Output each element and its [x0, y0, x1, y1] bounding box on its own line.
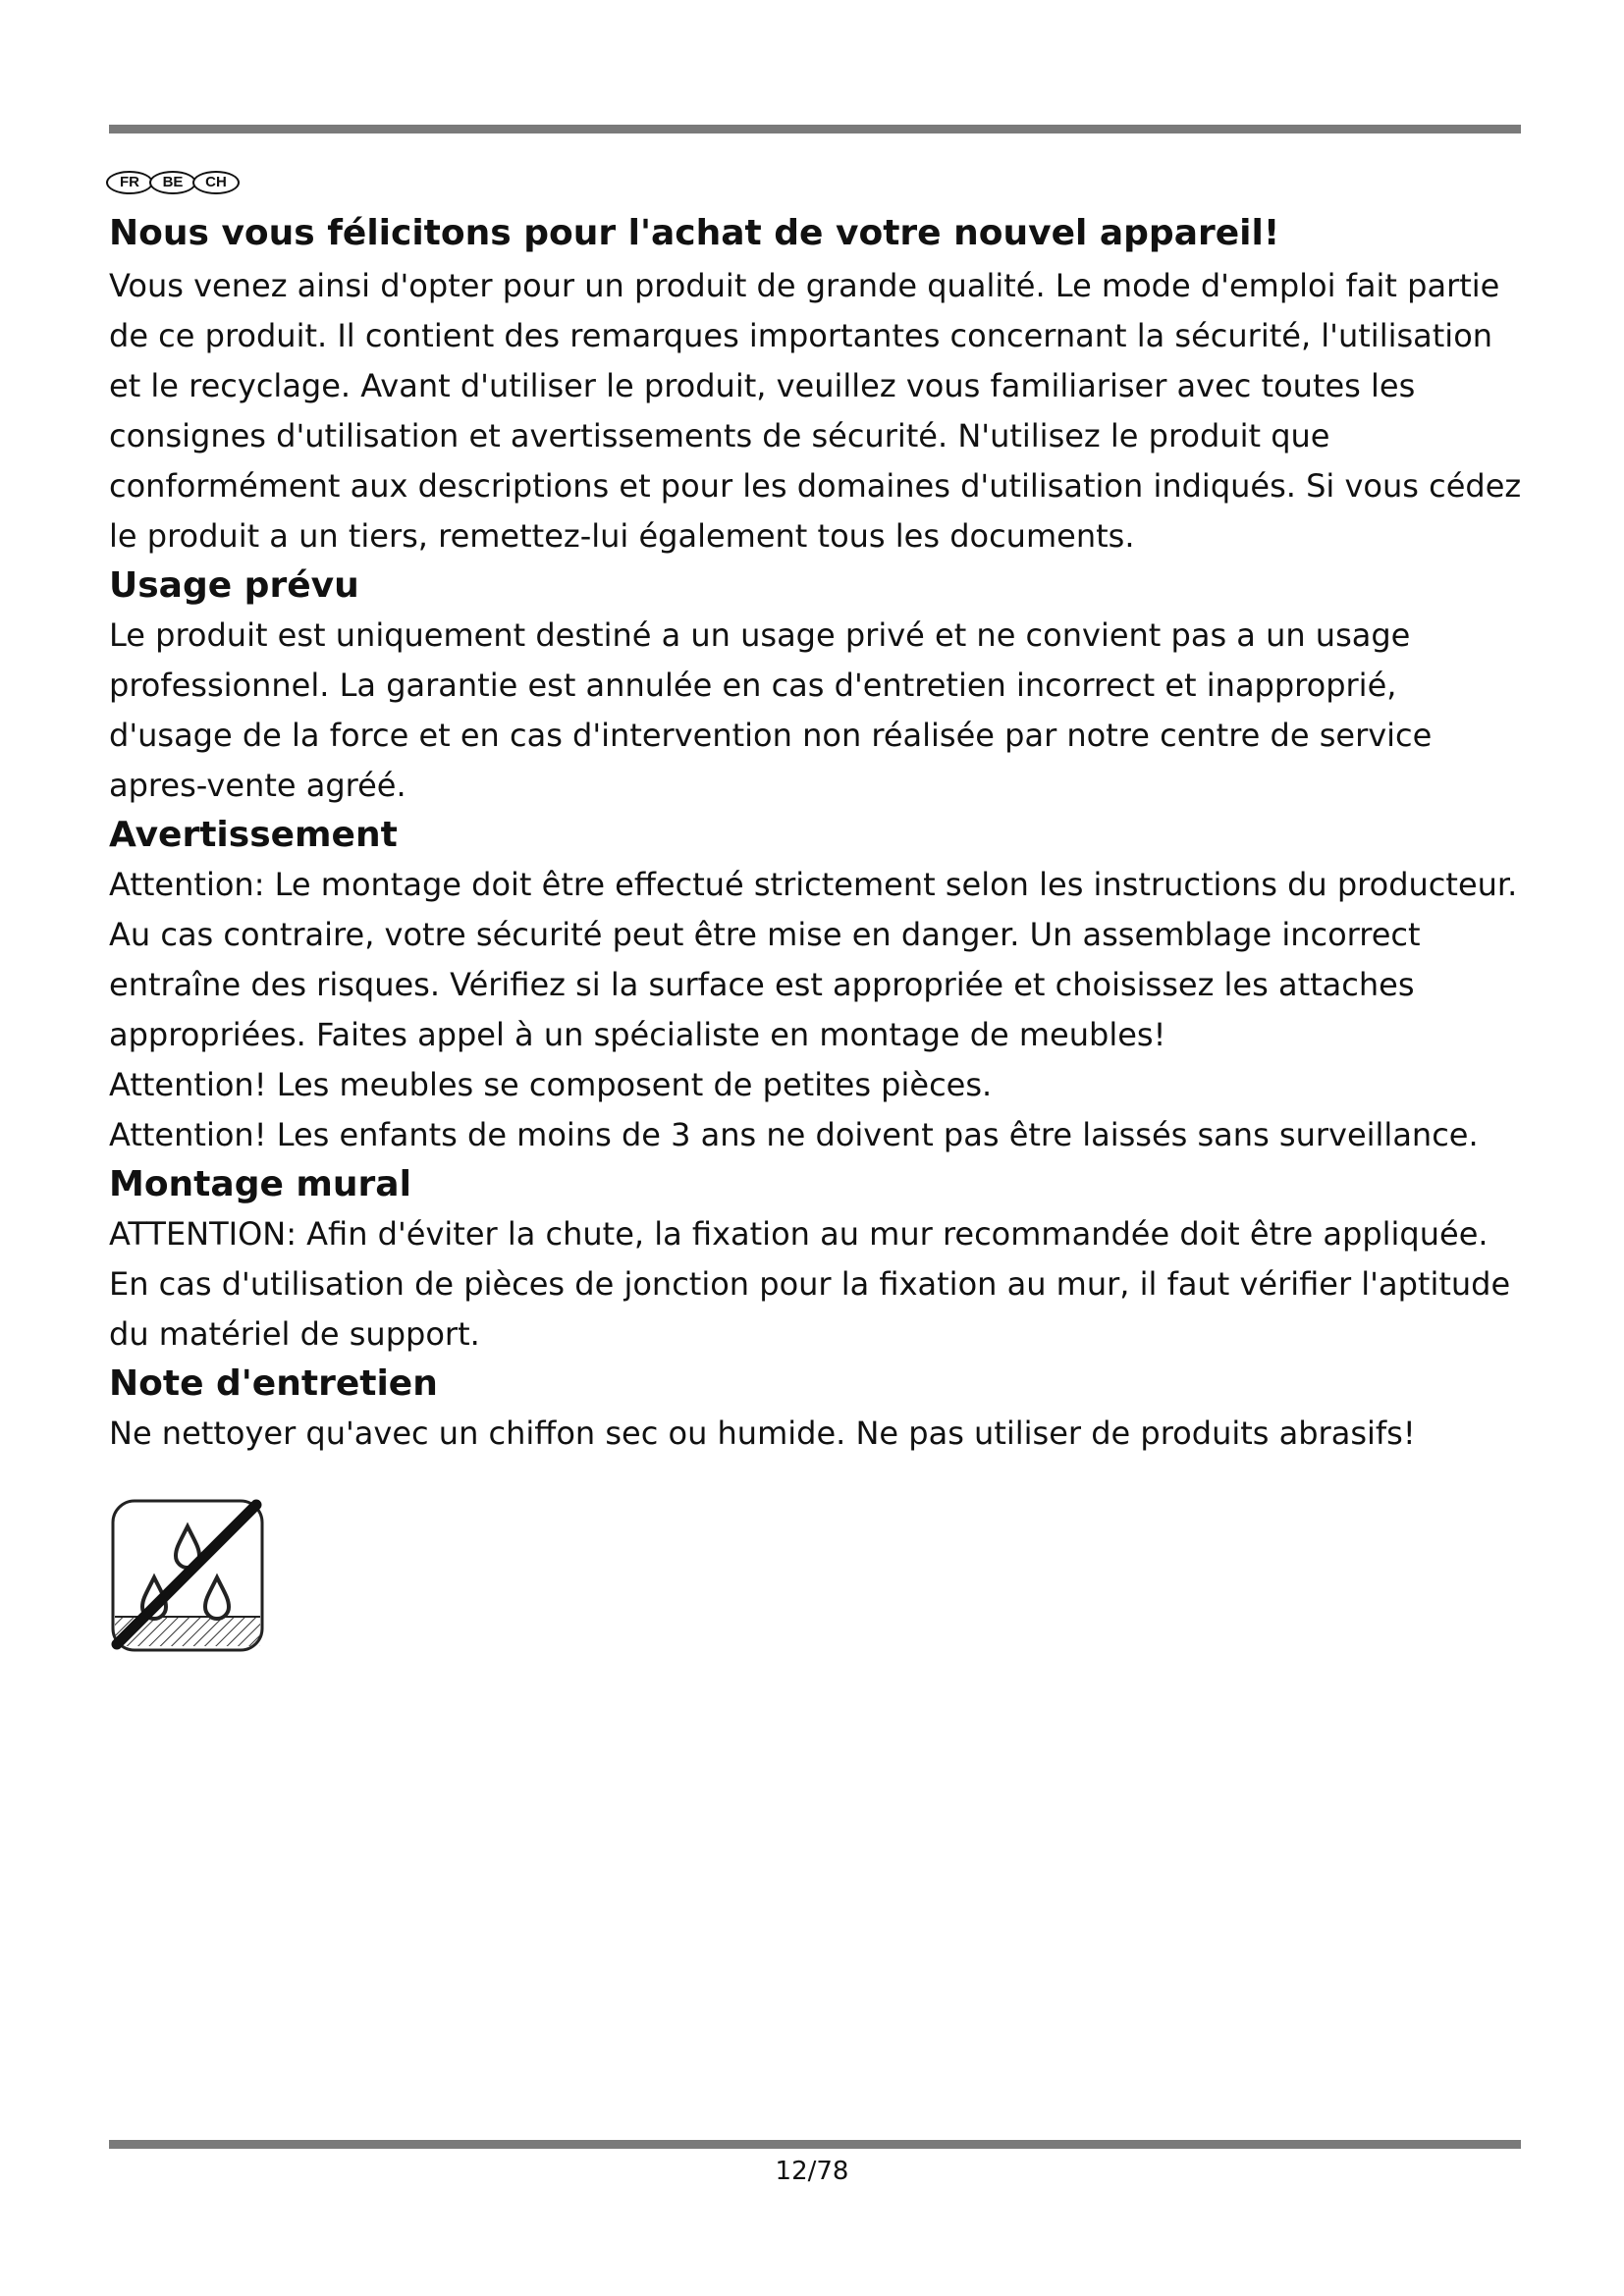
intro-paragraph: Vous venez ainsi d'opter pour un produit de grande qualité. Le mode d'emploi fait partie de ce produit. Il contient des remarques importantes concernant la sécurité, l'utilisation et le recyclage. Avant d'utiliser le produit, veuillez vous familiariser avec toutes les consignes d'utilisation et avertissements de sécurité. N'utilisez le produit que conformément aux descriptions et pour les domaines d'utilisation indiqués. Si vous cédez le produit a un tiers, remettez-lui également tous les documents.	[109, 267, 1522, 555]
country-badges	[106, 171, 236, 194]
top-rule	[109, 125, 1521, 133]
care-heading: Note d'entretien	[109, 1363, 438, 1404]
wall-mount-heading: Montage mural	[109, 1164, 411, 1204]
country-badge-ch: CH	[192, 171, 240, 194]
usage-heading: Usage prévu	[109, 565, 359, 606]
no-wet-cleaning-icon	[109, 1497, 266, 1654]
intro-heading: Nous vous félicitons pour l'achat de votre nouvel appareil!	[109, 213, 1280, 253]
warning-children: Attention! Les enfants de moins de 3 ans ne doivent pas être laissés sans surveillance.	[109, 1116, 1479, 1153]
country-badge-fr: FR	[106, 171, 153, 194]
document-body	[109, 206, 1523, 1459]
usage-paragraph: Le produit est uniquement destiné a un usage privé et ne convient pas a un usage professionnel. La garantie est annulée en cas d'entretien incorrect et inapproprié, d'usage de la force et en cas d'intervention non réalisée par notre centre de service apres-vente agréé.	[109, 616, 1433, 804]
page-number: 12/78	[775, 2157, 849, 2186]
care-paragraph: Ne nettoyer qu'avec un chiffon sec ou humide. Ne pas utiliser de produits abrasifs!	[109, 1415, 1416, 1452]
country-badge-be: BE	[149, 171, 196, 194]
wall-mount-paragraph: ATTENTION: Afin d'éviter la chute, la fixation au mur recommandée doit être appliquée. En cas d'utilisation de pièces de jonction pour la fixation au mur, il faut vérifier l'aptitude du matériel de support.	[109, 1215, 1511, 1353]
bottom-rule	[109, 2140, 1521, 2149]
warning-paragraph: Attention: Le montage doit être effectué strictement selon les instructions du producteur. Au cas contraire, votre sécurité peut être mise en danger. Un assemblage incorrect entraîne des risques. Vérifiez si la surface est appropriée et choisissez les attaches appropriées. Faites appel à un spécialiste en montage de meubles!	[109, 866, 1518, 1053]
warning-small-parts: Attention! Les meubles se composent de petites pièces.	[109, 1066, 993, 1103]
warning-heading: Avertissement	[109, 815, 398, 855]
